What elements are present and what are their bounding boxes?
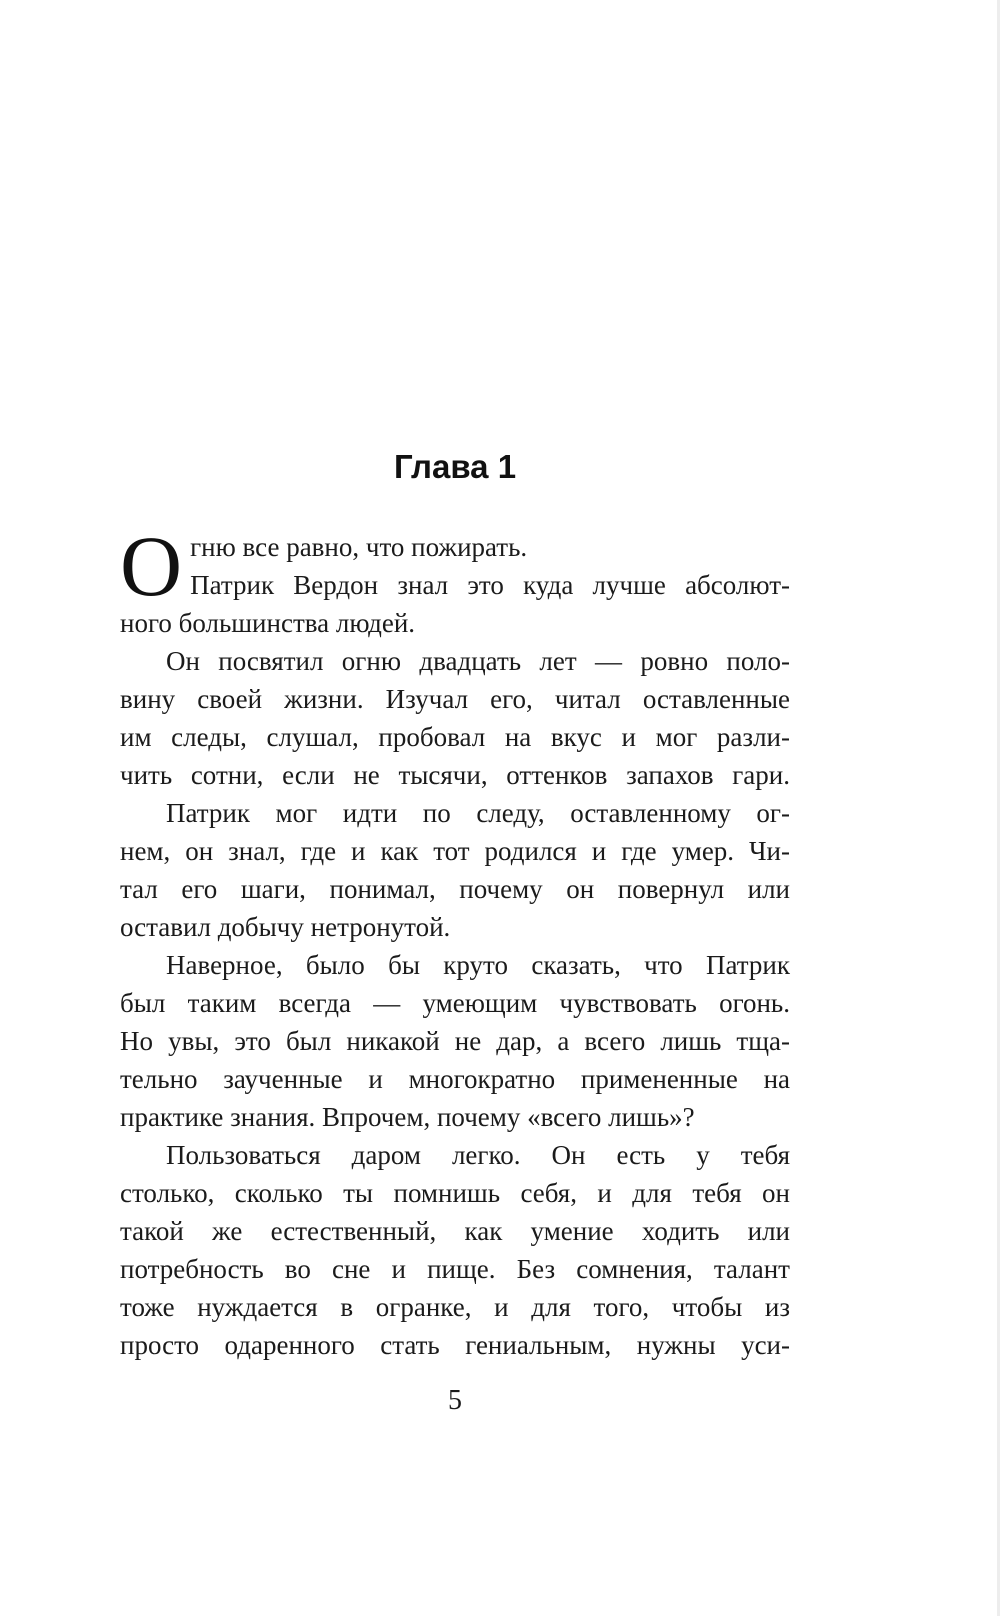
page-number: 5 <box>448 1385 462 1416</box>
text-line: потребность во сне и пище. Без сомнения, талант <box>120 1254 790 1284</box>
paragraph <box>120 794 790 946</box>
drop-cap: О <box>120 518 183 614</box>
text-line: нем, он знал, где и как тот родился и где умер. Чи- <box>120 836 790 866</box>
text-line: им следы, слушал, пробовал на вкус и мог разли- <box>120 722 790 752</box>
text-line: Пользоваться даром легко. Он есть у тебя <box>166 1140 790 1170</box>
text-block <box>120 448 790 1364</box>
text-line: чить сотни, если не тысячи, оттенков запахов гари. <box>120 760 790 790</box>
text-line: тал его шаги, понимал, почему он повернул или <box>120 874 790 904</box>
text-line: такой же естественный, как умение ходить или <box>120 1216 790 1246</box>
text-line: ного большинства людей. <box>120 608 416 638</box>
text-line: Но увы, это был никакой не дар, а всего лишь тща- <box>120 1026 790 1056</box>
text-line: гню все равно, что пожирать. <box>190 532 528 562</box>
text-line: Патрик Вердон знал это куда лучше абсолют- <box>190 570 790 600</box>
chapter-title: Глава 1 <box>393 448 517 485</box>
text-line: был таким всегда — умеющим чувствовать огонь. <box>120 988 790 1018</box>
paragraphs-container <box>120 518 790 1364</box>
paragraph <box>120 518 790 642</box>
paragraph <box>120 946 790 1136</box>
text-line: вину своей жизни. Изучал его, читал оставленные <box>120 684 790 714</box>
text-line: просто одаренного стать гениальным, нужны уси- <box>120 1330 790 1360</box>
text-line: столько, сколько ты помнишь себя, и для тебя он <box>120 1178 790 1208</box>
text-line: тельно заученные и многократно примененные на <box>120 1064 790 1094</box>
paragraph <box>120 642 790 794</box>
text-line: Наверное, было бы круто сказать, что Патрик <box>166 950 790 980</box>
text-line: тоже нуждается в огранке, и для того, чтобы из <box>120 1292 790 1322</box>
text-line: оставил добычу нетронутой. <box>120 912 451 942</box>
text-line: Он посвятил огню двадцать лет — ровно поло- <box>166 646 790 676</box>
text-line: практике знания. Впрочем, почему «всего лишь»? <box>120 1102 695 1132</box>
text-line: Патрик мог идти по следу, оставленному ог- <box>166 798 790 828</box>
paragraph <box>120 1136 790 1364</box>
